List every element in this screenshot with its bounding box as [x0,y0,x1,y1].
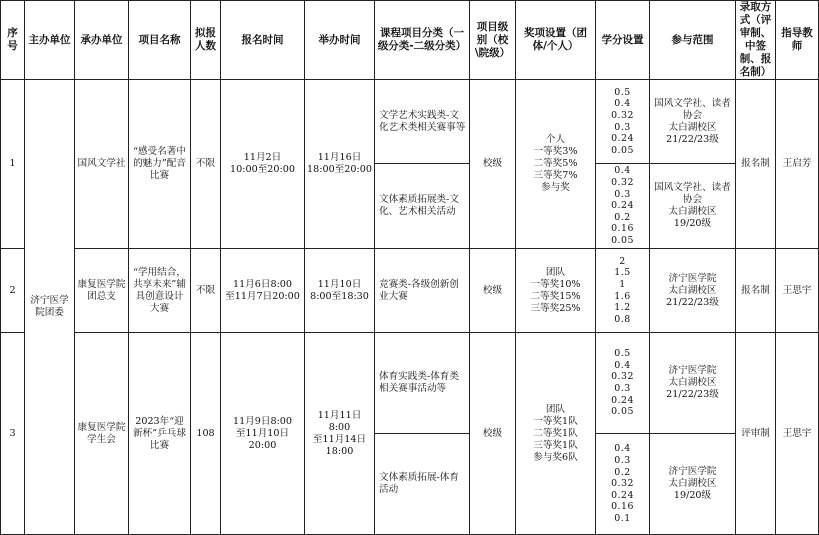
cell-awards: 个人 一等奖3% 二等奖5% 三等奖7% 参与奖 [516,80,596,249]
header-hold-time: 举办时间 [305,1,375,80]
cell-scope: 济宁医学院 太白湖校区 19/20级 [650,434,736,535]
header-level: 项目级别（校\院级） [470,1,516,80]
cell-mode: 评审制 [736,333,776,535]
header-credits: 学分设置 [596,1,650,80]
cell-category: 文体素质拓展类-文化、艺术相关活动 [375,164,470,249]
cell-organizer: 济宁医学院团委 [25,80,75,535]
cell-project-name: 2023年“迎新杯”乒乓球比赛 [129,333,191,535]
cell-count: 108 [191,333,221,535]
cell-project-name: “学用结合，共享未来”辅具创意设计大赛 [129,249,191,333]
header-unit: 承办单位 [75,1,129,80]
cell-reg-time: 11月2日 10:00至20:00 [221,80,305,249]
cell-credits: 0.5 0.4 0.32 0.3 0.24 0.05 [596,80,650,164]
cell-credits: 0.4 0.3 0.2 0.32 0.24 0.16 0.1 [596,434,650,535]
cell-teacher: 王思宇 [776,333,819,535]
cell-teacher: 王启芳 [776,80,819,249]
header-no: 序号 [1,1,25,80]
cell-project-name: “感受名著中的魅力”配音比赛 [129,80,191,249]
cell-awards: 团队 一等奖1队 二等奖1队 三等奖1队 参与奖6队 [516,333,596,535]
cell-awards: 团队 一等奖10% 二等奖15% 三等奖25% [516,249,596,333]
cell-scope: 济宁医学院 太白湖校区 21/22/23级 [650,333,736,434]
cell-no: 1 [1,80,25,249]
header-organizer: 主办单位 [25,1,75,80]
cell-category: 文体素质拓展-体育活动 [375,434,470,535]
cell-count: 不限 [191,80,221,249]
cell-scope: 国风文学社、读者协会 太白湖校区 21/22/23级 [650,80,736,164]
header-reg-time: 报名时间 [221,1,305,80]
cell-mode: 报名制 [736,249,776,333]
cell-scope: 济宁医学院 太白湖校区 21/22/23级 [650,249,736,333]
cell-reg-time: 11月9日8:00 至11月10日 20:00 [221,333,305,535]
cell-unit: 康复医学院学生会 [75,333,129,535]
cell-credits: 0.4 0.32 0.3 0.24 0.2 0.16 0.05 [596,164,650,249]
cell-no: 3 [1,333,25,535]
cell-category: 竞赛类-各级创新创业大赛 [375,249,470,333]
header-teacher: 指导教师 [776,1,819,80]
header-row [1,1,819,80]
cell-hold-time: 11月10日 8:00至18:30 [305,249,375,333]
cell-level: 校级 [470,333,516,535]
cell-category: 体育实践类-体育类相关赛事活动等 [375,333,470,434]
header-count: 拟报人数 [191,1,221,80]
header-mode: 录取方式（评审制、中签制、报名制） [736,1,776,80]
cell-hold-time: 11月16日 18:00至20:00 [305,80,375,249]
cell-level: 校级 [470,249,516,333]
cell-unit: 国风文学社 [75,80,129,249]
cell-credits: 2 1.5 1 1.6 1.2 0.8 [596,249,650,333]
header-category: 课程项目分类（一级分类-二级分类） [375,1,470,80]
cell-hold-time: 11月11日8:00 至11月14日 18:00 [305,333,375,535]
header-project-name: 项目名称 [129,1,191,80]
table-row [1,333,819,434]
header-scope: 参与范围 [650,1,736,80]
cell-teacher: 王思宇 [776,249,819,333]
table-row [1,249,819,333]
cell-reg-time: 11月6日8:00 至11月7日20:00 [221,249,305,333]
cell-scope: 国风文学社、读者协会 太白湖校区 19/20级 [650,164,736,249]
cell-category: 文学艺术实践类-文化艺术类相关赛事等 [375,80,470,164]
cell-count: 不限 [191,249,221,333]
cell-credits: 0.5 0.4 0.32 0.3 0.24 0.05 [596,333,650,434]
cell-mode: 报名制 [736,80,776,249]
cell-level: 校级 [470,80,516,249]
cell-no: 2 [1,249,25,333]
table-row [1,80,819,164]
header-awards: 奖项设置（团体/个人） [516,1,596,80]
cell-unit: 康复医学院团总支 [75,249,129,333]
